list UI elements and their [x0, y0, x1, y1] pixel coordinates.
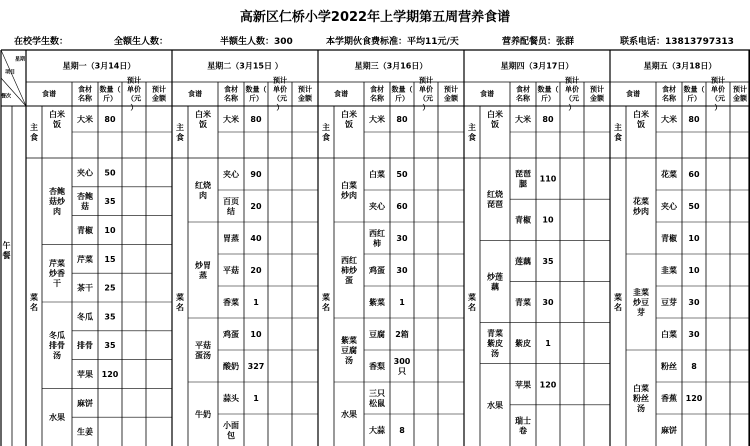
ingredient-name: 夹心: [369, 201, 385, 211]
ingredient-qty: 25: [104, 283, 116, 293]
ingredient-name: 鸡蛋: [223, 329, 239, 339]
staple-label: 主食: [30, 122, 38, 142]
dish-name: 炒莲藕: [487, 271, 503, 291]
col-header-qty: 数量（斤）: [391, 85, 413, 103]
staple-dish: 白米饭: [195, 109, 211, 129]
ingredient-name: 香菜: [223, 297, 239, 307]
staple-dish: 白米饭: [487, 109, 503, 129]
dish-name: 芹菜炒香干: [49, 258, 65, 288]
nutritionist: 营养配餐员：张群: [502, 37, 575, 47]
ingredient-name: 粉丝: [661, 361, 677, 371]
day-header: 星期四（3月17日）: [500, 61, 574, 71]
staple-ingredient: 大米: [515, 114, 531, 124]
day-header: 星期二（3月15日 ）: [207, 61, 283, 71]
ingredient-name: 蒜头: [223, 393, 239, 403]
dish-name: 紫菜豆腐汤: [341, 335, 357, 365]
ingredient-name: 夹心: [77, 167, 93, 177]
ingredient-name: 百页结: [223, 196, 239, 216]
col-header-dish: 食谱: [42, 90, 56, 98]
fee-standard: 本学期伙食费标准：平均11元/天: [326, 37, 459, 47]
ingredient-name: 排骨: [77, 340, 93, 350]
ingredient-name: 冬瓜: [77, 311, 93, 321]
ingredient-qty: 120: [685, 393, 703, 403]
col-header-ingredient: 食材名称: [516, 85, 530, 103]
ingredient-qty: 8: [691, 361, 697, 371]
ingredient-qty: 35: [104, 311, 116, 321]
ingredient-name: 三只松鼠: [369, 388, 385, 408]
ingredient-qty: 50: [104, 167, 116, 177]
col-header-amount: 预计金额: [733, 85, 747, 103]
ingredient-name: 白菜: [369, 169, 385, 179]
ingredient-name: 琵琶腿: [515, 169, 531, 189]
dish-name: 西红柿炒蛋: [341, 255, 357, 285]
dish-name: 水果: [487, 400, 503, 410]
col-header-dish: 食谱: [188, 90, 202, 98]
dish-name: 牛奶: [195, 409, 211, 419]
col-header-price: 预计单价（元）: [273, 76, 287, 112]
ingredient-qty: 1: [545, 338, 551, 348]
ingredient-name: 大蒜: [369, 425, 385, 435]
staple-ingredient: 大米: [369, 114, 385, 124]
ingredient-name: 莲藕: [515, 256, 531, 266]
dish-name: 花菜炒肉: [633, 196, 649, 216]
ingredient-qty: 1: [253, 297, 259, 307]
col-header-qty: 数量（斤）: [683, 85, 705, 103]
ingredient-qty: 35: [542, 256, 554, 266]
ingredient-name: 西红柿: [369, 228, 385, 248]
ingredient-name: 鸡蛋: [369, 265, 385, 275]
col-header-amount: 预计金额: [152, 85, 166, 103]
col-header-dish: 食谱: [334, 90, 348, 98]
ingredient-qty: 20: [250, 201, 262, 211]
dish-name: 白菜炒肉: [341, 180, 357, 200]
corner-meal-label: 餐次: [0, 93, 12, 100]
dish-name: 白菜粉丝汤: [633, 383, 649, 413]
ingredient-name: 麻饼: [77, 398, 93, 408]
col-header-ingredient: 食材名称: [662, 85, 676, 103]
half-free-count: 半额生人数：300: [220, 37, 293, 47]
col-header-qty: 数量（斤）: [245, 85, 267, 103]
col-header-amount: 预计金额: [298, 85, 312, 103]
col-header-price: 预计单价（元）: [419, 76, 433, 112]
ingredient-name: 生姜: [77, 427, 93, 437]
ingredient-qty: 90: [250, 169, 262, 179]
staple-ingredient: 大米: [661, 114, 677, 124]
ingredient-qty: 8: [399, 425, 405, 435]
ingredient-name: 瑞士卷: [515, 415, 531, 435]
ingredient-qty: 30: [396, 233, 408, 243]
corner-day-label: 星期: [14, 56, 26, 63]
ingredient-qty: 60: [396, 201, 408, 211]
ingredient-name: 胃蒸: [223, 233, 239, 243]
staple-label: 主食: [614, 122, 622, 142]
ingredient-name: 青菜: [515, 297, 531, 307]
ingredient-qty: 120: [101, 369, 119, 379]
ingredient-name: 香梨: [369, 361, 385, 371]
ingredient-qty: 30: [688, 329, 700, 339]
col-header-price: 预计单价（元）: [711, 76, 725, 112]
staple-dish: 白米饭: [341, 109, 357, 129]
dish-section-label: 菜名: [468, 292, 476, 312]
ingredient-name: 豆腐: [369, 329, 385, 339]
dish-name: 水果: [341, 409, 357, 419]
ingredient-qty: 60: [688, 169, 700, 179]
staple-qty: 80: [688, 114, 700, 124]
ingredient-name: 苹果: [77, 369, 93, 379]
ingredient-name: 紫菜: [369, 297, 385, 307]
ingredient-name: 麻饼: [661, 425, 677, 435]
day-header: 星期三（3月16日）: [354, 61, 428, 71]
col-header-qty: 数量（斤）: [537, 85, 559, 103]
ingredient-name: 小面包: [223, 420, 239, 440]
ingredient-name: 青椒: [515, 215, 531, 225]
ingredient-qty: 110: [539, 174, 557, 184]
ingredient-name: 杏鲍菇: [77, 191, 93, 211]
ingredient-qty: 40: [250, 233, 262, 243]
ingredient-qty: 10: [250, 329, 262, 339]
ingredient-qty: 327: [247, 361, 265, 371]
day-header: 星期一（3月14日）: [62, 61, 136, 71]
ingredient-qty: 30: [542, 297, 554, 307]
ingredient-qty: 120: [539, 379, 557, 389]
dish-name: 韭菜炒豆芽: [633, 287, 649, 317]
ingredient-qty: 1: [399, 297, 405, 307]
dish-name: 冬瓜排骨汤: [49, 330, 65, 360]
ingredient-name: 紫皮: [515, 338, 531, 348]
dish-name: 水果: [49, 412, 65, 422]
staple-dish: 白米饭: [633, 109, 649, 129]
dish-section-label: 菜名: [176, 292, 184, 312]
col-header-qty: 数量（斤）: [99, 85, 121, 103]
staple-qty: 80: [542, 114, 554, 124]
meal-label: 午餐: [2, 240, 11, 260]
col-header-ingredient: 食材名称: [78, 85, 92, 103]
staple-qty: 80: [250, 114, 262, 124]
staple-label: 主食: [322, 122, 330, 142]
dish-name: 杏鲍菇炒肉: [49, 186, 65, 216]
ingredient-qty: 300 只: [393, 356, 411, 376]
dish-section-label: 菜名: [322, 292, 330, 312]
col-header-ingredient: 食材名称: [224, 85, 238, 103]
ingredient-qty: 10: [688, 233, 700, 243]
col-header-price: 预计单价（元）: [565, 76, 579, 112]
staple-label: 主食: [176, 122, 184, 142]
col-header-amount: 预计金额: [590, 85, 604, 103]
ingredient-qty: 2箱: [395, 329, 409, 339]
ingredient-qty: 50: [396, 169, 408, 179]
corner-item-label: 项目: [4, 69, 16, 76]
staple-ingredient: 大米: [77, 114, 93, 124]
col-header-dish: 食谱: [626, 90, 640, 98]
staple-qty: 80: [104, 114, 116, 124]
ingredient-name: 酸奶: [223, 361, 239, 371]
ingredient-name: 茶干: [77, 283, 93, 293]
dish-name: 平菇蛋汤: [195, 340, 211, 360]
col-header-dish: 食谱: [480, 90, 494, 98]
free-students-count: 全额生人数：: [114, 37, 169, 47]
col-header-price: 预计单价（元）: [127, 76, 141, 112]
ingredient-qty: 10: [104, 225, 116, 235]
ingredient-qty: 15: [104, 254, 116, 264]
ingredient-name: 香蕉: [661, 393, 677, 403]
ingredient-name: 夹心: [223, 169, 239, 179]
ingredient-name: 白菜: [661, 329, 677, 339]
staple-dish: 白米饭: [49, 109, 65, 129]
day-header: 星期五（3月18日）: [643, 61, 717, 71]
ingredient-name: 青椒: [77, 225, 93, 235]
ingredient-qty: 30: [688, 297, 700, 307]
page-title: 高新区仁桥小学2022年上学期第五周营养食谱: [239, 10, 511, 25]
col-header-ingredient: 食材名称: [370, 85, 384, 103]
dish-name: 红烧肉: [195, 180, 211, 200]
students-count: 在校学生数：: [14, 37, 69, 47]
ingredient-qty: 35: [104, 196, 116, 206]
staple-label: 主食: [468, 122, 476, 142]
ingredient-qty: 35: [104, 340, 116, 350]
staple-qty: 80: [396, 114, 408, 124]
ingredient-name: 苹果: [515, 379, 531, 389]
ingredient-qty: 20: [250, 265, 262, 275]
staple-ingredient: 大米: [223, 114, 239, 124]
ingredient-qty: 1: [253, 393, 259, 403]
ingredient-name: 豆芽: [661, 297, 677, 307]
ingredient-qty: 50: [688, 201, 700, 211]
col-header-amount: 预计金额: [444, 85, 458, 103]
dish-section-label: 菜名: [30, 292, 38, 312]
dish-name: 红烧琵琶: [487, 189, 503, 209]
ingredient-name: 花菜: [661, 169, 677, 179]
ingredient-name: 夹心: [661, 201, 677, 211]
phone-number: 联系电话：13813797313: [620, 37, 734, 47]
dish-name: 炒胃蒸: [195, 260, 211, 280]
ingredient-name: 芹菜: [77, 254, 93, 264]
ingredient-qty: 10: [542, 215, 554, 225]
ingredient-name: 青椒: [661, 233, 677, 243]
grid-line: [1, 78, 26, 106]
dish-name: 青菜紫皮汤: [487, 328, 503, 358]
ingredient-name: 平菇: [223, 265, 239, 275]
ingredient-qty: 10: [688, 265, 700, 275]
ingredient-qty: 30: [396, 265, 408, 275]
dish-section-label: 菜名: [614, 292, 622, 312]
ingredient-name: 韭菜: [661, 265, 677, 275]
